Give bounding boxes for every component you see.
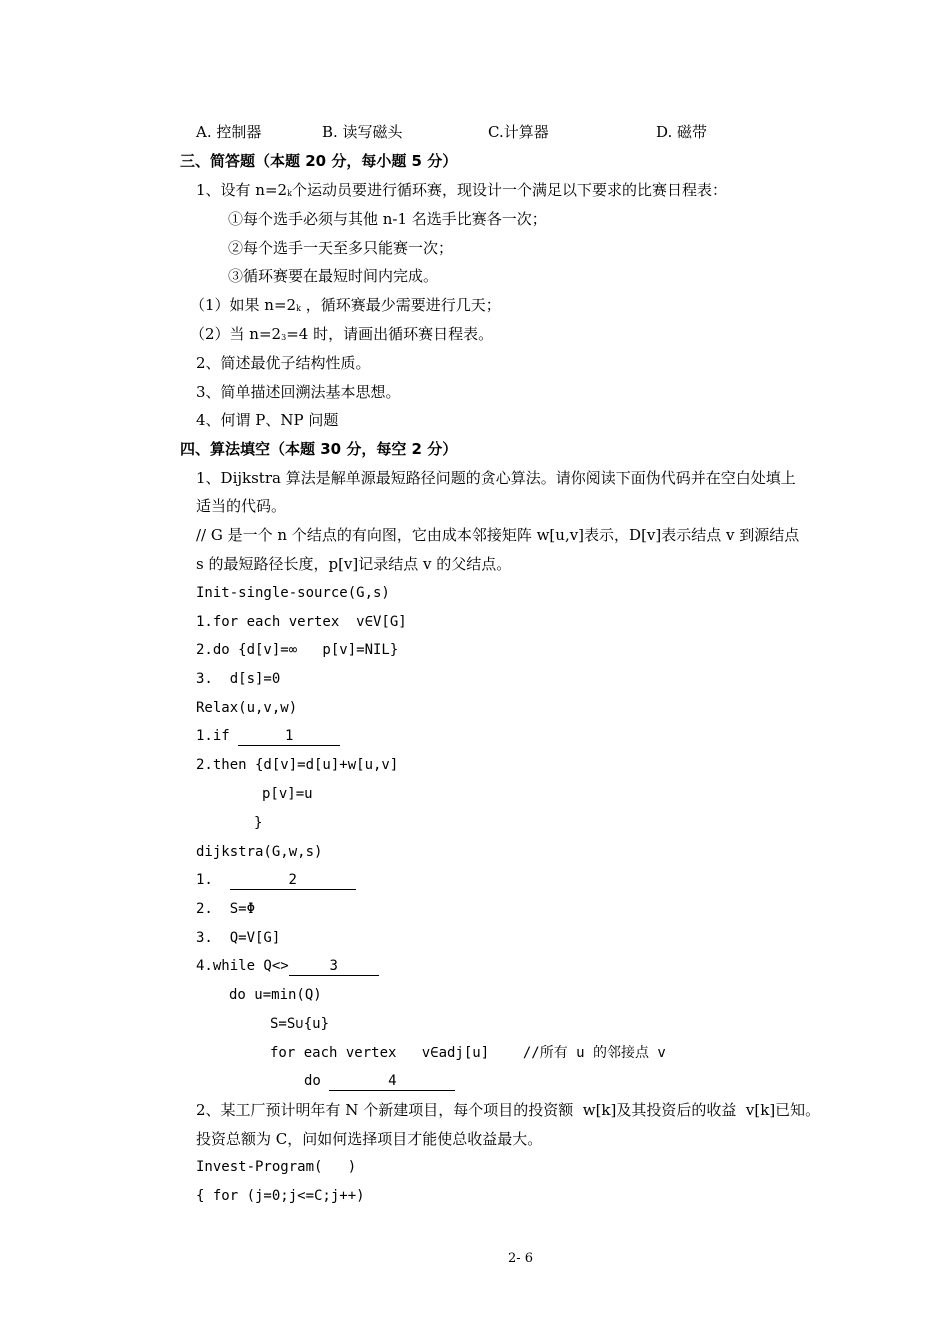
blank-4[interactable]: 4 <box>329 1072 455 1091</box>
code-invest-1: { for (j=0;j<=C;j++) <box>196 1188 365 1204</box>
q1-requirement-1: ①每个选手必须与其他 n-1 名选手比赛各一次； <box>228 210 547 228</box>
code-d8: do 4 <box>304 1071 455 1091</box>
q4-text: 4、何谓 P、NP 问题 <box>196 411 339 429</box>
code-init-2: 2.do {d[v]=∞ p[v]=NIL} <box>196 642 399 658</box>
code-init: Init-single-source(G,s) <box>196 585 390 601</box>
q1-requirement-2: ②每个选手一天至多只能赛一次； <box>228 239 454 257</box>
code-relax-4: } <box>254 815 263 831</box>
code-dijkstra: dijkstra(G,w,s) <box>196 844 323 860</box>
code-init-1: 1.for each vertex v∈V[G] <box>196 614 407 630</box>
s4-q1-line2: 适当的代码。 <box>196 497 287 515</box>
s4-q2-line2: 投资总额为 C，问如何选择项目才能使总收益最大。 <box>196 1130 543 1148</box>
blank-1[interactable]: 1 <box>238 727 340 746</box>
code-invest: Invest-Program( ) <box>196 1159 357 1175</box>
code-relax-1: 1.if 1 <box>196 726 340 746</box>
section4-heading: 四、算法填空（本题 30 分，每空 2 分） <box>180 440 458 458</box>
q1-sub-1: （1）如果 $n=2^k$ ，循环赛最少需要进行几天； <box>190 296 501 314</box>
code-d2: 2. S=Φ <box>196 901 256 917</box>
q1-sub-2: （2）当 $n=2^3=4$ 时，请画出循环赛日程表。 <box>190 325 494 343</box>
code-d4: 4.while Q<> 3 <box>196 956 379 976</box>
option-a: A. 控制器 <box>196 123 262 141</box>
code-relax-2: 2.then {d[v]=d[u]+w[u,v] <box>196 757 399 773</box>
section3-heading: 三、简答题（本题 20 分，每小题 5 分） <box>180 152 458 170</box>
option-c: C.计算器 <box>488 123 549 141</box>
code-relax-3: p[v]=u <box>262 786 313 802</box>
code-init-3: 3. d[s]=0 <box>196 671 281 687</box>
page-number: 2- 6 <box>508 1251 534 1266</box>
code-d1: 1. 2 <box>196 870 356 890</box>
blank-3[interactable]: 3 <box>289 957 379 976</box>
option-b: B. 读写磁头 <box>322 123 403 141</box>
option-d: D. 磁带 <box>656 123 708 141</box>
code-d3: 3. Q=V[G] <box>196 930 281 946</box>
s4-q2-line1: 2、某工厂预计明年有 N 个新建项目，每个项目的投资额 w[k]及其投资后的收益 v[k]已知。 <box>196 1101 821 1119</box>
code-d5: do u=min(Q) <box>229 987 322 1003</box>
code-d7: for each vertex v∈adj[u] //所有 u 的邻接点 v <box>270 1045 666 1061</box>
code-relax: Relax(u,v,w) <box>196 700 298 716</box>
comment-line1: // G 是一个 n 个结点的有向图，它由成本邻接矩阵 w[u,v]表示，D[v]表示结点 v 到源结点 <box>196 526 800 544</box>
blank-2[interactable]: 2 <box>230 871 356 890</box>
q3-text: 3、简单描述回溯法基本思想。 <box>196 383 401 401</box>
q1-requirement-3: ③循环赛要在最短时间内完成。 <box>228 267 439 285</box>
comment-line2: s 的最短路径长度，p[v]记录结点 v 的父结点。 <box>196 555 512 573</box>
s4-q1-line1: 1、Dijkstra 算法是解单源最短路径问题的贪心算法。请你阅读下面伪代码并在空白处填上 <box>196 469 796 487</box>
q1-text: 1、设有 $n=2^k$个运动员要进行循环赛，现设计一个满足以下要求的比赛日程表： <box>196 181 727 199</box>
code-d6: S=S∪{u} <box>270 1016 330 1032</box>
q2-text: 2、简述最优子结构性质。 <box>196 354 371 372</box>
